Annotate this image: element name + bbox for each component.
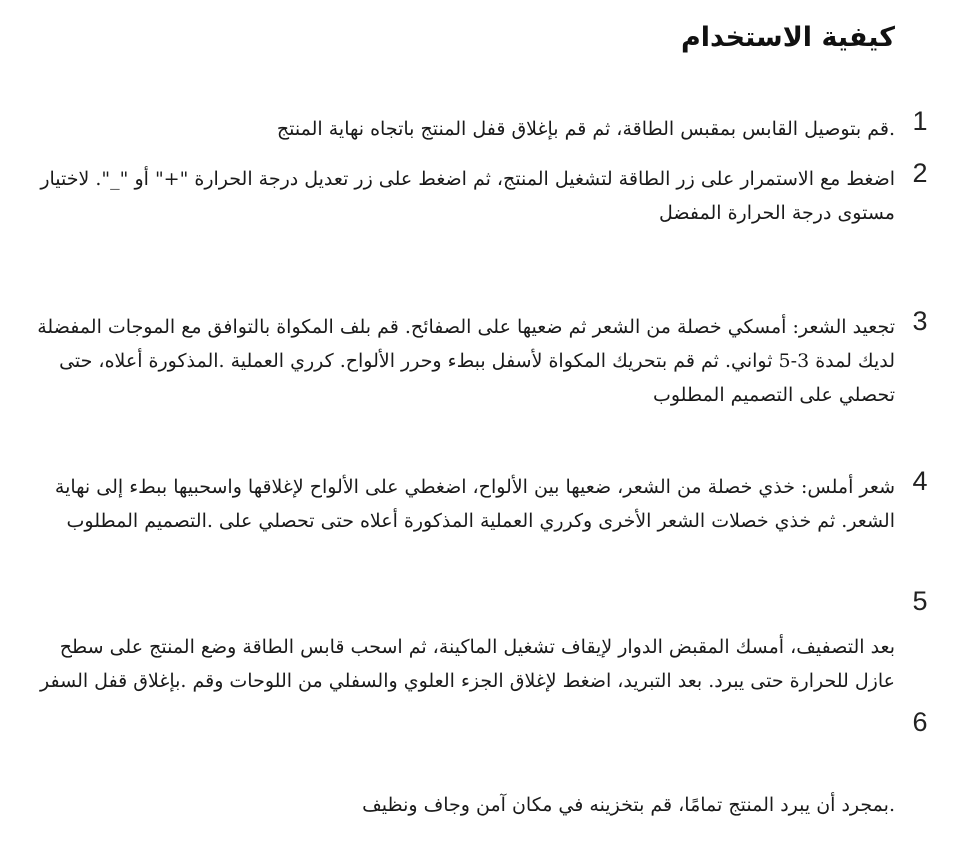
step-text-5: بعد التصفيف، أمسك المقبض الدوار لإيقاف تشغيل الماكينة، ثم اسحب قابس الطاقة وضع المنتج على سطح عازل للحرارة حتى يبرد. بعد التبريد، اضغط لإغلاق الجزء العلوي والسفلي من اللوحات وقم .بإغلاق قفل السفر xyxy=(40,636,895,692)
step-number-1: 1 xyxy=(912,106,928,136)
step-text-4: شعر أملس: خذي خصلة من الشعر، ضعيها بين الألواح، اضغطي على الألواح لإغلاقها واسحبيها ببطء إلى نهاية الشعر. ثم خذي خصلات الشعر الأخرى وكرري العملية المذكورة أعلاه حتى تحصلي على .التصميم المطلوب xyxy=(54,476,895,532)
step-number-4: 4 xyxy=(912,466,928,496)
step-text-6: .بمجرد أن يبرد المنتج تمامًا، قم بتخزينه في مكان آمن وجاف ونظيف xyxy=(362,794,895,816)
step-number-6: 6 xyxy=(912,707,928,737)
step-number-5: 5 xyxy=(912,586,928,616)
step-number-3: 3 xyxy=(912,306,928,336)
step-text-3: تجعيد الشعر: أمسكي خصلة من الشعر ثم ضعيها على الصفائح. قم بلف المكواة بالتوافق مع الموجات المفضلة لديك لمدة 3-5 ثواني. ثم قم بتحريك المكواة لأسفل ببطء وحرر الألواح. كرري العملية .المذكورة أعلاه، حتى تحصلي على التصميم المطلوب xyxy=(37,316,895,406)
step-text-2: اضغط مع الاستمرار على زر الطاقة لتشغيل المنتج، ثم اضغط على زر تعديل درجة الحرارة "+" أو "_". لاختيار مستوى درجة الحرارة المفضل xyxy=(40,168,895,224)
step-number-2: 2 xyxy=(912,158,928,188)
step-text-1: .قم بتوصيل القابس بمقبس الطاقة، ثم قم بإغلاق قفل المنتج باتجاه نهاية المنتج xyxy=(276,118,895,140)
page-title: كيفية الاستخدام xyxy=(681,22,895,53)
